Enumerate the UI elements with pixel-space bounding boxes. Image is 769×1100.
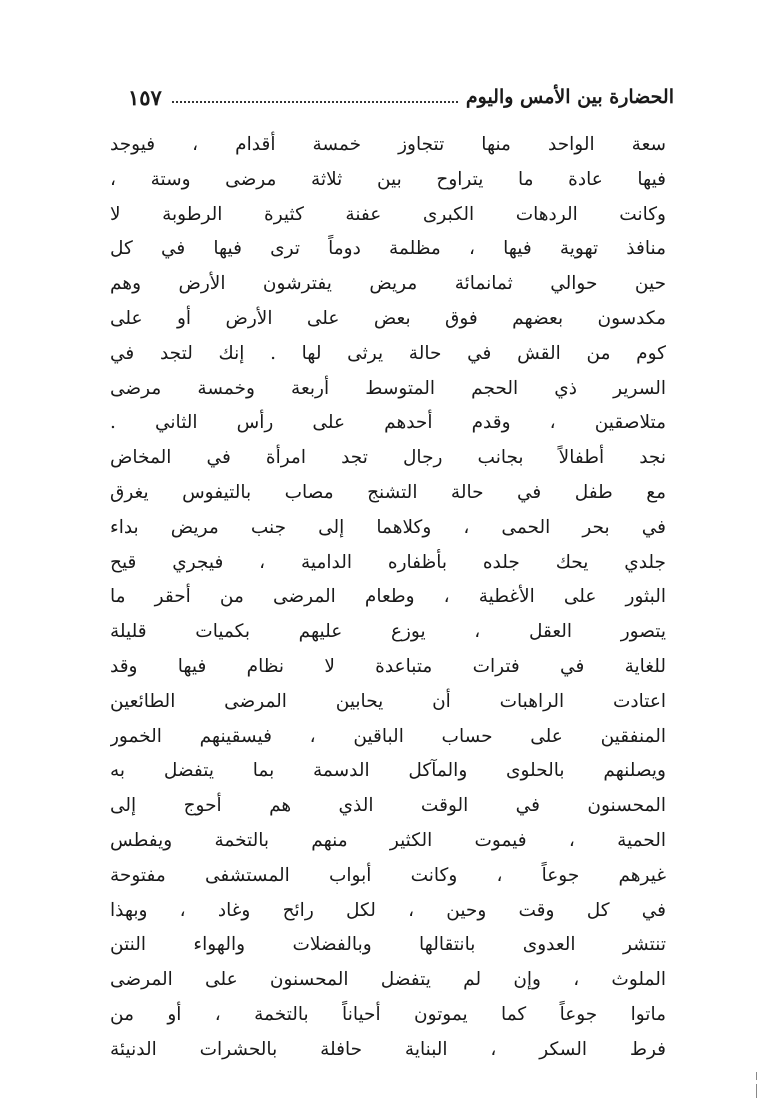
body-text xyxy=(110,128,666,1068)
running-header xyxy=(128,80,674,114)
text-line: يتصور العقل ، يوزع عليهم بكميات قليلة xyxy=(110,621,666,643)
text-line: في بحر الحمى ، وكلاهما إلى جنب مريض بداء xyxy=(110,516,666,538)
text-line: البثور على الأغطية ، وطعام المرضى من أحقر ما xyxy=(110,586,666,608)
running-header-title: الحضارة بين الأمس واليوم xyxy=(465,86,674,108)
text-line: حين حوالي ثمانمائة مريض يفترشون الأرض وهم xyxy=(110,273,666,295)
text-line: اعتادت الراهبات أن يحابين المرضى الطائعين xyxy=(110,690,666,712)
text-line: سعة الواحد منها تتجاوز خمسة أقدام ، فيوجد xyxy=(110,134,666,155)
text-line: تنتشر العدوى بانتقالها وبالفضلات والهواء النتن xyxy=(110,934,666,956)
text-line: مع طفل في حالة التشنج مصاب بالتيفوس يغرق xyxy=(110,481,666,503)
text-line: فيها عادة ما يتراوح بين ثلاثة مرضى وستة ، xyxy=(110,168,666,190)
text-line: جلدي يحك جلده بأظفاره الدامية ، فيجري قيح xyxy=(110,551,666,573)
text-line: السرير ذي الحجم المتوسط أربعة وخمسة مرضى xyxy=(110,377,666,399)
text-line: متلاصقين ، وقدم أحدهم على رأس الثاني . xyxy=(110,412,666,434)
text-line: منافذ تهوية فيها ، مظلمة دوماً ترى فيها في كل xyxy=(110,238,666,260)
leader-dots xyxy=(172,101,458,103)
text-line: في كل وقت وحين ، لكل رائح وغاد ، وبهذا xyxy=(110,899,666,921)
text-line: فرط السكر ، البناية حافلة بالحشرات الدنيئة xyxy=(110,1038,666,1060)
text-line: كوم من القش في حالة يرثى لها . إنك لتجد في xyxy=(110,342,666,364)
text-line: ويصلنهم بالحلوى والمآكل الدسمة بما يتفضل به xyxy=(110,760,666,782)
text-line: نجد أطفالاً بجانب رجال تجد امرأة في المخاض xyxy=(110,447,666,469)
text-line: المنفقين على حساب الباقين ، فيسقينهم الخمور xyxy=(110,725,666,747)
page-number: ١٥٧ xyxy=(128,84,162,110)
text-line: وكانت الردهات الكبرى عفنة كثيرة الرطوبة لا xyxy=(110,203,666,225)
text-line: للغاية في فترات متباعدة لا نظام فيها وقد xyxy=(110,655,666,677)
text-line: الملوث ، وإن لم يتفضل المحسنون على المرضى xyxy=(110,969,666,991)
crop-mark xyxy=(756,1084,757,1098)
crop-mark xyxy=(756,1072,757,1080)
text-line: مكدسون بعضهم فوق بعض على الأرض أو على xyxy=(110,307,666,329)
text-line: ماتوا جوعاً كما يموتون أحياناً بالتخمة ، أو من xyxy=(110,1003,666,1025)
text-line: غيرهم جوعاً ، وكانت أبواب المستشفى مفتوحة xyxy=(110,864,666,886)
text-line: المحسنون في الوقت الذي هم أحوج إلى xyxy=(110,795,666,817)
text-line: الحمية ، فيموت الكثير منهم بالتخمة ويفطس xyxy=(110,829,666,851)
